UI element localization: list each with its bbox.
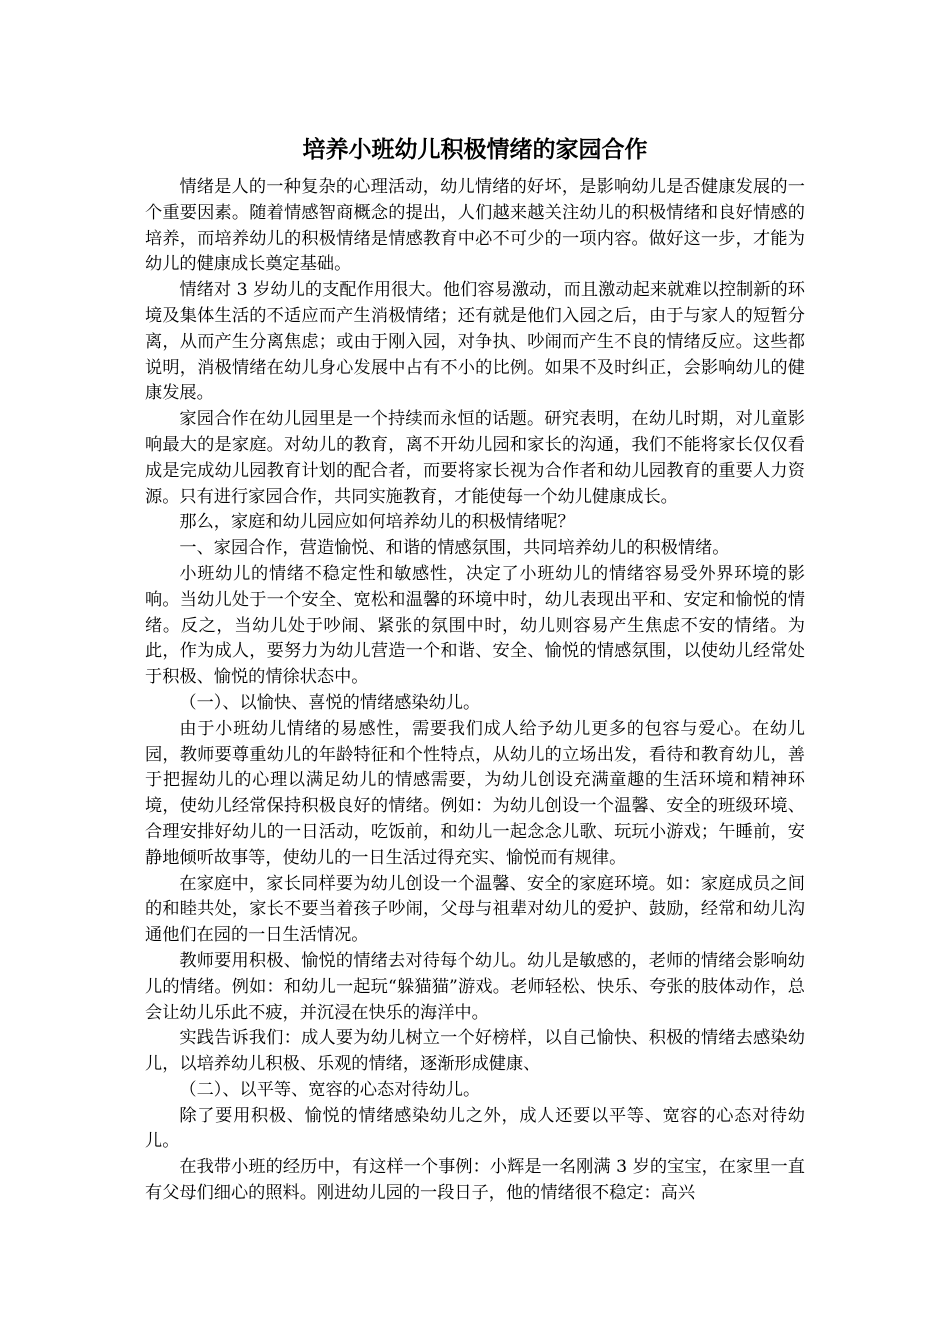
section-heading-1: 一、家园合作，营造愉悦、和谐的情感氛围，共同培养幼儿的积极情绪。 xyxy=(179,538,730,559)
paragraph-example: 在我带小班的经历中，有这样一个事例：小辉是一名刚满 3 岁的宝宝，在家里一直有父母们细心的照料。刚进幼儿园的一段日子，他的情绪很不稳定：高兴 xyxy=(145,1157,805,1204)
paragraph-question: 那么，家庭和幼儿园应如何培养幼儿的积极情绪呢？ xyxy=(179,512,575,533)
paragraph-intro: 情绪是人的一种复杂的心理活动，幼儿情绪的好坏，是影响幼儿是否健康发展的一个重要因素。随着情感智商概念的提出，人们越来越关注幼儿的积极情绪和良好情感的培养，而培养幼儿的积极情绪是情感教育中必不可少的一项内容。做好这一步，才能为幼儿的健康成长奠定基础。 xyxy=(145,177,805,275)
paragraph-teacher: 教师要用积极、愉悦的情绪去对待每个幼儿。幼儿是敏感的，老师的情绪会影响幼儿的情绪。例如：和幼儿一起玩“躲猫猫”游戏。老师轻松、快乐、夸张的肢体动作，总会让幼儿乐此不疲，并沉浸在快乐的海洋中。 xyxy=(145,950,805,1023)
paragraph-negative-emotions: 情绪对 3 岁幼儿的支配作用很大。他们容易激动，而且激动起来就难以控制新的环境及集体生活的不适应而产生消极情绪；还有就是他们入园之后，由于与家人的短暂分离，从而产生分离焦虑；或由于刚入园，对争执、吵闹而产生不良的情绪反应。这些都说明，消极情绪在幼儿身心发展中占有不小的比例。如果不及时纠正，会影响幼儿的健康发展。 xyxy=(145,280,805,404)
paragraph-practice: 实践告诉我们：成人要为幼儿树立一个好榜样，以自己愉快、积极的情绪去感染幼儿，以培养幼儿积极、乐观的情绪，逐渐形成健康、 xyxy=(145,1028,805,1075)
document-body xyxy=(145,175,805,1207)
paragraph-sensitivity: 小班幼儿的情绪不稳定性和敏感性，决定了小班幼儿的情绪容易受外界环境的影响。当幼儿处于一个安全、宽松和温馨的环境中时，幼儿表现出平和、安定和愉悦的情绪。反之，当幼儿处于吵闹、紧张的氛围中时，幼儿则容易产生焦虑不安的情绪。为此，作为成人，要努力为幼儿营造一个和谐、安全、愉悦的情感氛围，以使幼儿经常处于积极、愉悦的情徐状态中。 xyxy=(145,563,805,688)
subsection-heading-1: （一）、以愉快、喜悦的情绪感染幼儿。 xyxy=(179,692,481,713)
subsection-heading-2: （二）、以平等、宽容的心态对待幼儿。 xyxy=(179,1079,481,1100)
paragraph-home-school: 家园合作在幼儿园里是一个持续而永恒的话题。研究表明，在幼儿时期，对儿童影响最大的是家庭。对幼儿的教育，离不开幼儿园和家长的沟通，我们不能将家长仅仅看成是完成幼儿园教育计划的配合者，而要将家长视为合作者和幼儿园教育的重要人力资源。只有进行家园合作，共同实施教育，才能使每一个幼儿健康成长。 xyxy=(145,409,805,507)
paragraph-kindergarten: 由于小班幼儿情绪的易感性，需要我们成人给予幼儿更多的包容与爱心。在幼儿园，教师要尊重幼儿的年龄特征和个性特点，从幼儿的立场出发，看待和教育幼儿，善于把握幼儿的心理以满足幼儿的情感需要，为幼儿创设充满童趣的生活环境和精神环境，使幼儿经常保持积极良好的情绪。例如：为幼儿创设一个温馨、安全的班级环境、合理安排好幼儿的一日活动，吃饭前，和幼儿一起念念儿歌、玩玩小游戏；午睡前，安静地倾听故事等，使幼儿的一日生活过得充实、愉悦而有规律。 xyxy=(145,718,805,868)
document-title: 培养小班幼儿积极情绪的家园合作 xyxy=(302,136,648,163)
paragraph-family: 在家庭中，家长同样要为幼儿创设一个温馨、安全的家庭环境。如：家庭成员之间的和睦共处，家长不要当着孩子吵闹，父母与祖辈对幼儿的爱护、鼓励，经常和幼儿沟通他们在园的一日生活情况。 xyxy=(145,873,805,946)
paragraph-equality: 除了要用积极、愉悦的情绪感染幼儿之外，成人还要以平等、宽容的心态对待幼儿。 xyxy=(145,1105,805,1152)
